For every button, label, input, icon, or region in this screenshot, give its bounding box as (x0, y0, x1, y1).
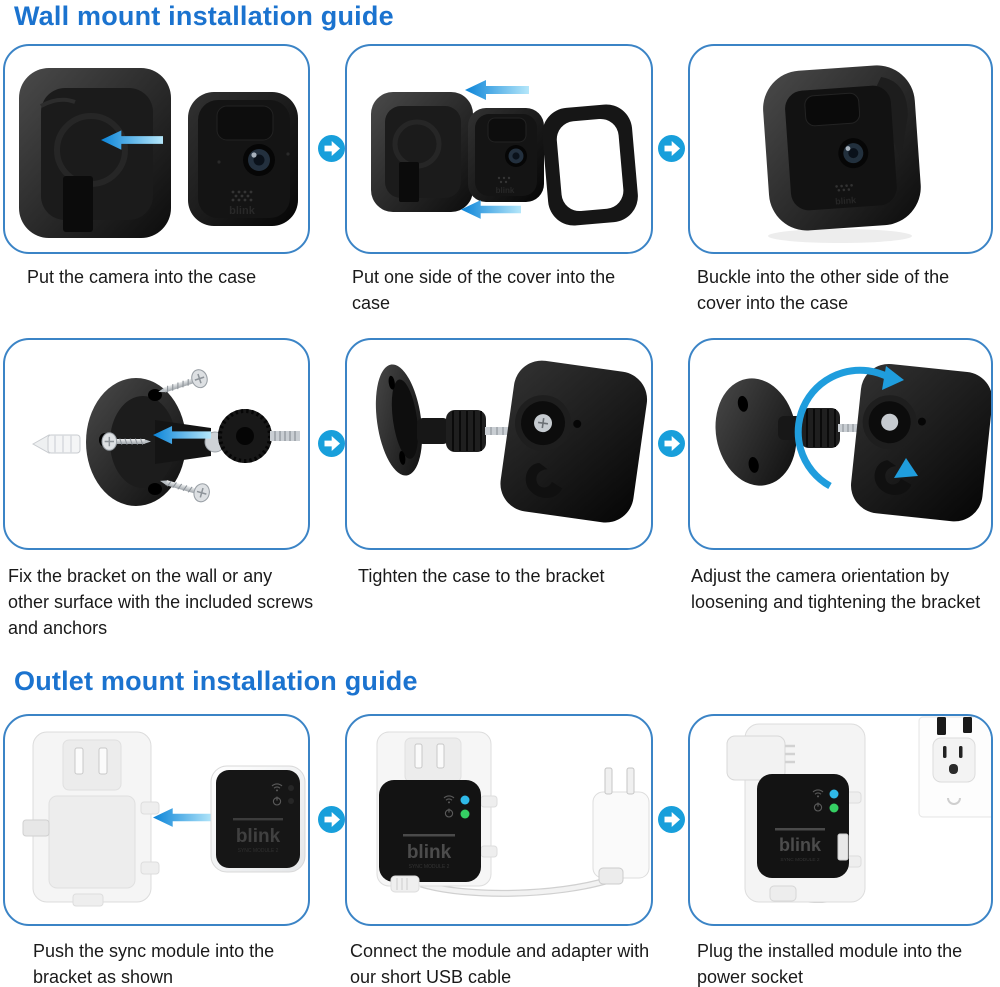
power-adapter (593, 768, 649, 884)
next-step-arrow-icon (658, 806, 685, 833)
blink-camera (188, 92, 298, 226)
cable-plug-bottom (770, 886, 796, 901)
step-caption: Fix the bracket on the wall or any other surface with the included screws and anchors (8, 566, 314, 638)
wifi-led (461, 796, 470, 805)
step-caption: Put the camera into the case (27, 267, 257, 287)
step-caption: Put one side of the cover into the case (352, 267, 616, 313)
plug-into-socket-illustration (690, 716, 991, 924)
camera-brand-label: blink (229, 205, 255, 217)
step-panel-assembled-camera (688, 44, 993, 254)
module-model-label: SYNC MODULE 2 (408, 864, 450, 870)
power-led (830, 804, 839, 813)
step-caption: Push the sync module into the bracket as shown (33, 941, 275, 987)
module-brand-label: blink (406, 842, 452, 863)
installed-module (727, 724, 865, 902)
camera-case (19, 68, 171, 238)
step-panel-camera-into-case (3, 44, 310, 254)
step-caption: Connect the module and adapter with our short USB cable (350, 941, 650, 987)
module-brand-label: blink (778, 835, 822, 855)
step-panel-connect-cable (345, 714, 653, 926)
camera-brand-label: blink (495, 186, 515, 195)
section-title-outlet-mount: Outlet mount installation guide (14, 666, 418, 696)
next-step-arrow-icon (318, 806, 345, 833)
case-back (497, 357, 651, 526)
camera-case (371, 92, 473, 212)
next-step-arrow-icon (658, 135, 685, 162)
step-panel-cover-into-case (345, 44, 653, 254)
module-model-label: SYNC MODULE 2 (237, 848, 279, 854)
step-panel-fix-bracket (3, 338, 310, 550)
usb-plug (391, 876, 419, 892)
next-step-arrow-icon (318, 135, 345, 162)
step-caption: Buckle into the other side of the cover into the case (697, 267, 950, 313)
assembled-camera-illustration (690, 46, 991, 252)
connect-cable-illustration (347, 716, 651, 924)
next-step-arrow-icon (658, 430, 685, 457)
case-back (848, 361, 991, 524)
insert-arrow-top (465, 80, 529, 100)
cable-plug-top (727, 736, 785, 780)
insert-arrow (153, 808, 213, 827)
step-panel-plug-into-socket (688, 714, 993, 926)
bracket-arm (417, 410, 515, 452)
step-caption: Plug the installed module into the power socket (697, 941, 963, 987)
usb-port (838, 834, 848, 860)
wall-anchor (33, 435, 80, 453)
module-into-bracket-illustration (5, 716, 308, 924)
outlet-bracket (23, 732, 159, 906)
bracket-with-module (377, 732, 497, 892)
camera-brand-label: blink (834, 195, 857, 207)
sync-module (211, 766, 305, 872)
next-step-arrow-icon (318, 430, 345, 457)
step-panel-adjust-orientation (688, 338, 993, 550)
ball-joint (155, 420, 225, 464)
step-caption: Tighten the case to the bracket (358, 566, 605, 586)
step-panel-tighten-case (345, 338, 653, 550)
thumbscrew-knob (218, 409, 300, 463)
wall-outlet (919, 717, 991, 817)
power-led (461, 810, 470, 819)
tighten-case-illustration (347, 340, 651, 548)
step-caption: Adjust the camera orientation by loosening and tightening the bracket (691, 566, 981, 612)
cover-into-case-illustration (347, 46, 651, 252)
step-panel-module-into-bracket (3, 714, 310, 926)
bracket-screws-illustration (5, 340, 308, 548)
module-brand-label: blink (235, 826, 281, 847)
section-title-wall-mount: Wall mount installation guide (14, 1, 394, 31)
module-model-label: SYNC MODULE 2 (780, 858, 820, 863)
cover-ring (540, 102, 640, 227)
camera-into-case-illustration (5, 46, 308, 252)
blink-camera (468, 108, 544, 202)
adapter-usb-port (599, 868, 623, 884)
wifi-led (830, 790, 839, 799)
camera-in-case (761, 63, 924, 233)
adjust-orientation-illustration (690, 340, 991, 548)
insert-arrow-bottom (461, 200, 521, 219)
